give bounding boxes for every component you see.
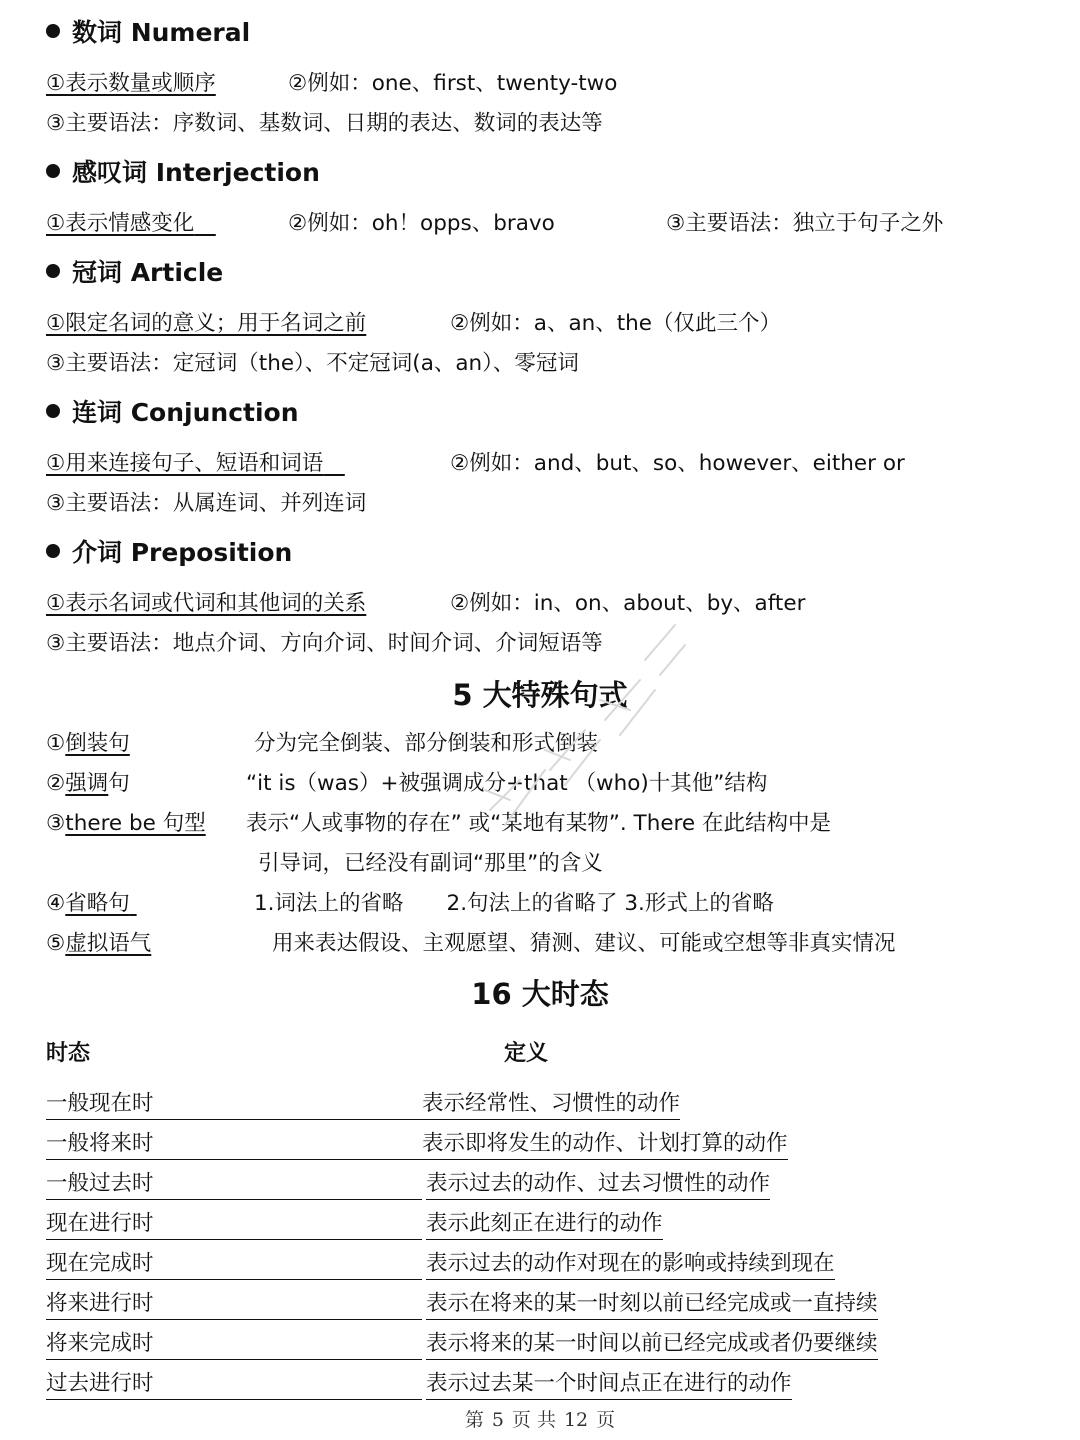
numeral-meaning: ①表示数量或顺序 <box>46 71 216 96</box>
table-row <box>46 1209 916 1239</box>
bullet-icon <box>46 404 60 418</box>
tense-definition: 表示即将发生的动作、计划打算的动作 <box>422 1129 788 1160</box>
tense-name: 现在完成时 <box>46 1249 422 1280</box>
tenses-title: 16 大时态 <box>471 977 609 1011</box>
section-heading-numeral: 数词 Numeral <box>46 16 250 50</box>
tense-definition: 表示将来的某一时间以前已经完成或者仍要继续 <box>426 1329 878 1360</box>
bullet-icon <box>46 24 60 38</box>
page-total: 12 <box>563 1409 589 1431</box>
special-item-desc: 表示“人或事物的存在” 或“某地有某物”. There 在此结构中是 <box>246 811 831 836</box>
tense-name: 一般现在时 <box>46 1089 422 1120</box>
tense-definition: 表示过去的动作对现在的影响或持续到现在 <box>426 1249 835 1280</box>
section-heading-conjunction: 连词 Conjunction <box>46 396 299 430</box>
preposition-grammar: ③主要语法：地点介词、方向介词、时间介词、介词短语等 <box>46 631 603 656</box>
article-grammar: ③主要语法：定冠词（the）、不定冠词(a、an）、零冠词 <box>46 351 579 376</box>
special-item-desc: 1.词法上的省略 2.句法上的省略了 3.形式上的省略 <box>254 891 774 916</box>
special-item-desc: 分为完全倒装、部分倒装和形式倒装 <box>254 731 599 756</box>
special-sentences-title: 5 大特殊句式 <box>452 678 628 712</box>
tense-definition: 表示在将来的某一时刻以前已经完成或一直持续 <box>426 1289 878 1320</box>
table-row <box>46 1289 916 1319</box>
special-item-desc: “it is（was）+被强调成分+that （who)十其他”结构 <box>246 771 768 796</box>
preposition-meaning: ①表示名词或代词和其他词的关系 <box>46 591 367 616</box>
table-row <box>46 1169 916 1199</box>
tense-name: 现在进行时 <box>46 1209 422 1240</box>
tense-definition: 表示过去某一个时间点正在进行的动作 <box>426 1369 792 1400</box>
page-footer: 第 5 页 共 12 页 <box>464 1409 616 1431</box>
interjection-meaning: ①表示情感变化 <box>46 211 195 236</box>
interjection-example: ②例如：oh！opps、bravo <box>288 211 555 236</box>
article-meaning: ①限定名词的意义；用于名词之前 <box>46 311 367 336</box>
tense-name: 一般过去时 <box>46 1169 422 1200</box>
bullet-icon <box>46 264 60 278</box>
special-item-desc: 用来表达假设、主观愿望、猜测、建议、可能或空想等非真实情况 <box>272 931 896 956</box>
tense-definition: 表示此刻正在进行的动作 <box>426 1209 663 1240</box>
section-heading-preposition: 介词 Preposition <box>46 536 292 570</box>
conjunction-meaning: ①用来连接句子、短语和词语 <box>46 451 324 476</box>
table-row <box>46 1129 916 1159</box>
numeral-example: ②例如：one、first、twenty-two <box>288 71 618 96</box>
tense-column-header: 时态 <box>46 1041 91 1066</box>
bullet-icon <box>46 164 60 178</box>
section-heading-interjection: 感叹词 Interjection <box>46 156 320 190</box>
table-row <box>46 1249 916 1279</box>
table-row <box>46 1089 916 1119</box>
tense-definition: 表示经常性、习惯性的动作 <box>422 1089 680 1120</box>
article-example: ②例如：a、an、the（仅此三个） <box>450 311 782 336</box>
definition-column-header: 定义 <box>504 1041 549 1066</box>
special-item-name: ⑤虚拟语气 <box>46 931 152 956</box>
preposition-example: ②例如：in、on、about、by、after <box>450 591 806 616</box>
special-item-name: ①倒装句 <box>46 731 130 756</box>
bullet-icon <box>46 544 60 558</box>
interjection-grammar: ③主要语法：独立于句子之外 <box>666 211 944 236</box>
section-heading-article: 冠词 Article <box>46 256 223 290</box>
conjunction-grammar: ③主要语法：从属连词、并列连词 <box>46 491 367 516</box>
table-row <box>46 1369 916 1399</box>
tense-name: 一般将来时 <box>46 1129 422 1160</box>
special-item-desc-continued: 引导词，已经没有副词“那里”的含义 <box>258 851 603 876</box>
tense-name: 将来进行时 <box>46 1289 422 1320</box>
tense-name: 将来完成时 <box>46 1329 422 1360</box>
numeral-grammar: ③主要语法：序数词、基数词、日期的表达、数词的表达等 <box>46 111 603 136</box>
table-row <box>46 1329 916 1359</box>
special-item-name: ④省略句 <box>46 891 130 916</box>
tense-definition: 表示过去的动作、过去习惯性的动作 <box>426 1169 770 1200</box>
conjunction-example: ②例如：and、but、so、however、either or <box>450 451 905 476</box>
tense-name: 过去进行时 <box>46 1369 422 1400</box>
special-item-name: ②强调句 <box>46 771 130 796</box>
special-item-name: ③there be 句型 <box>46 811 206 836</box>
page-number: 5 <box>491 1409 504 1431</box>
